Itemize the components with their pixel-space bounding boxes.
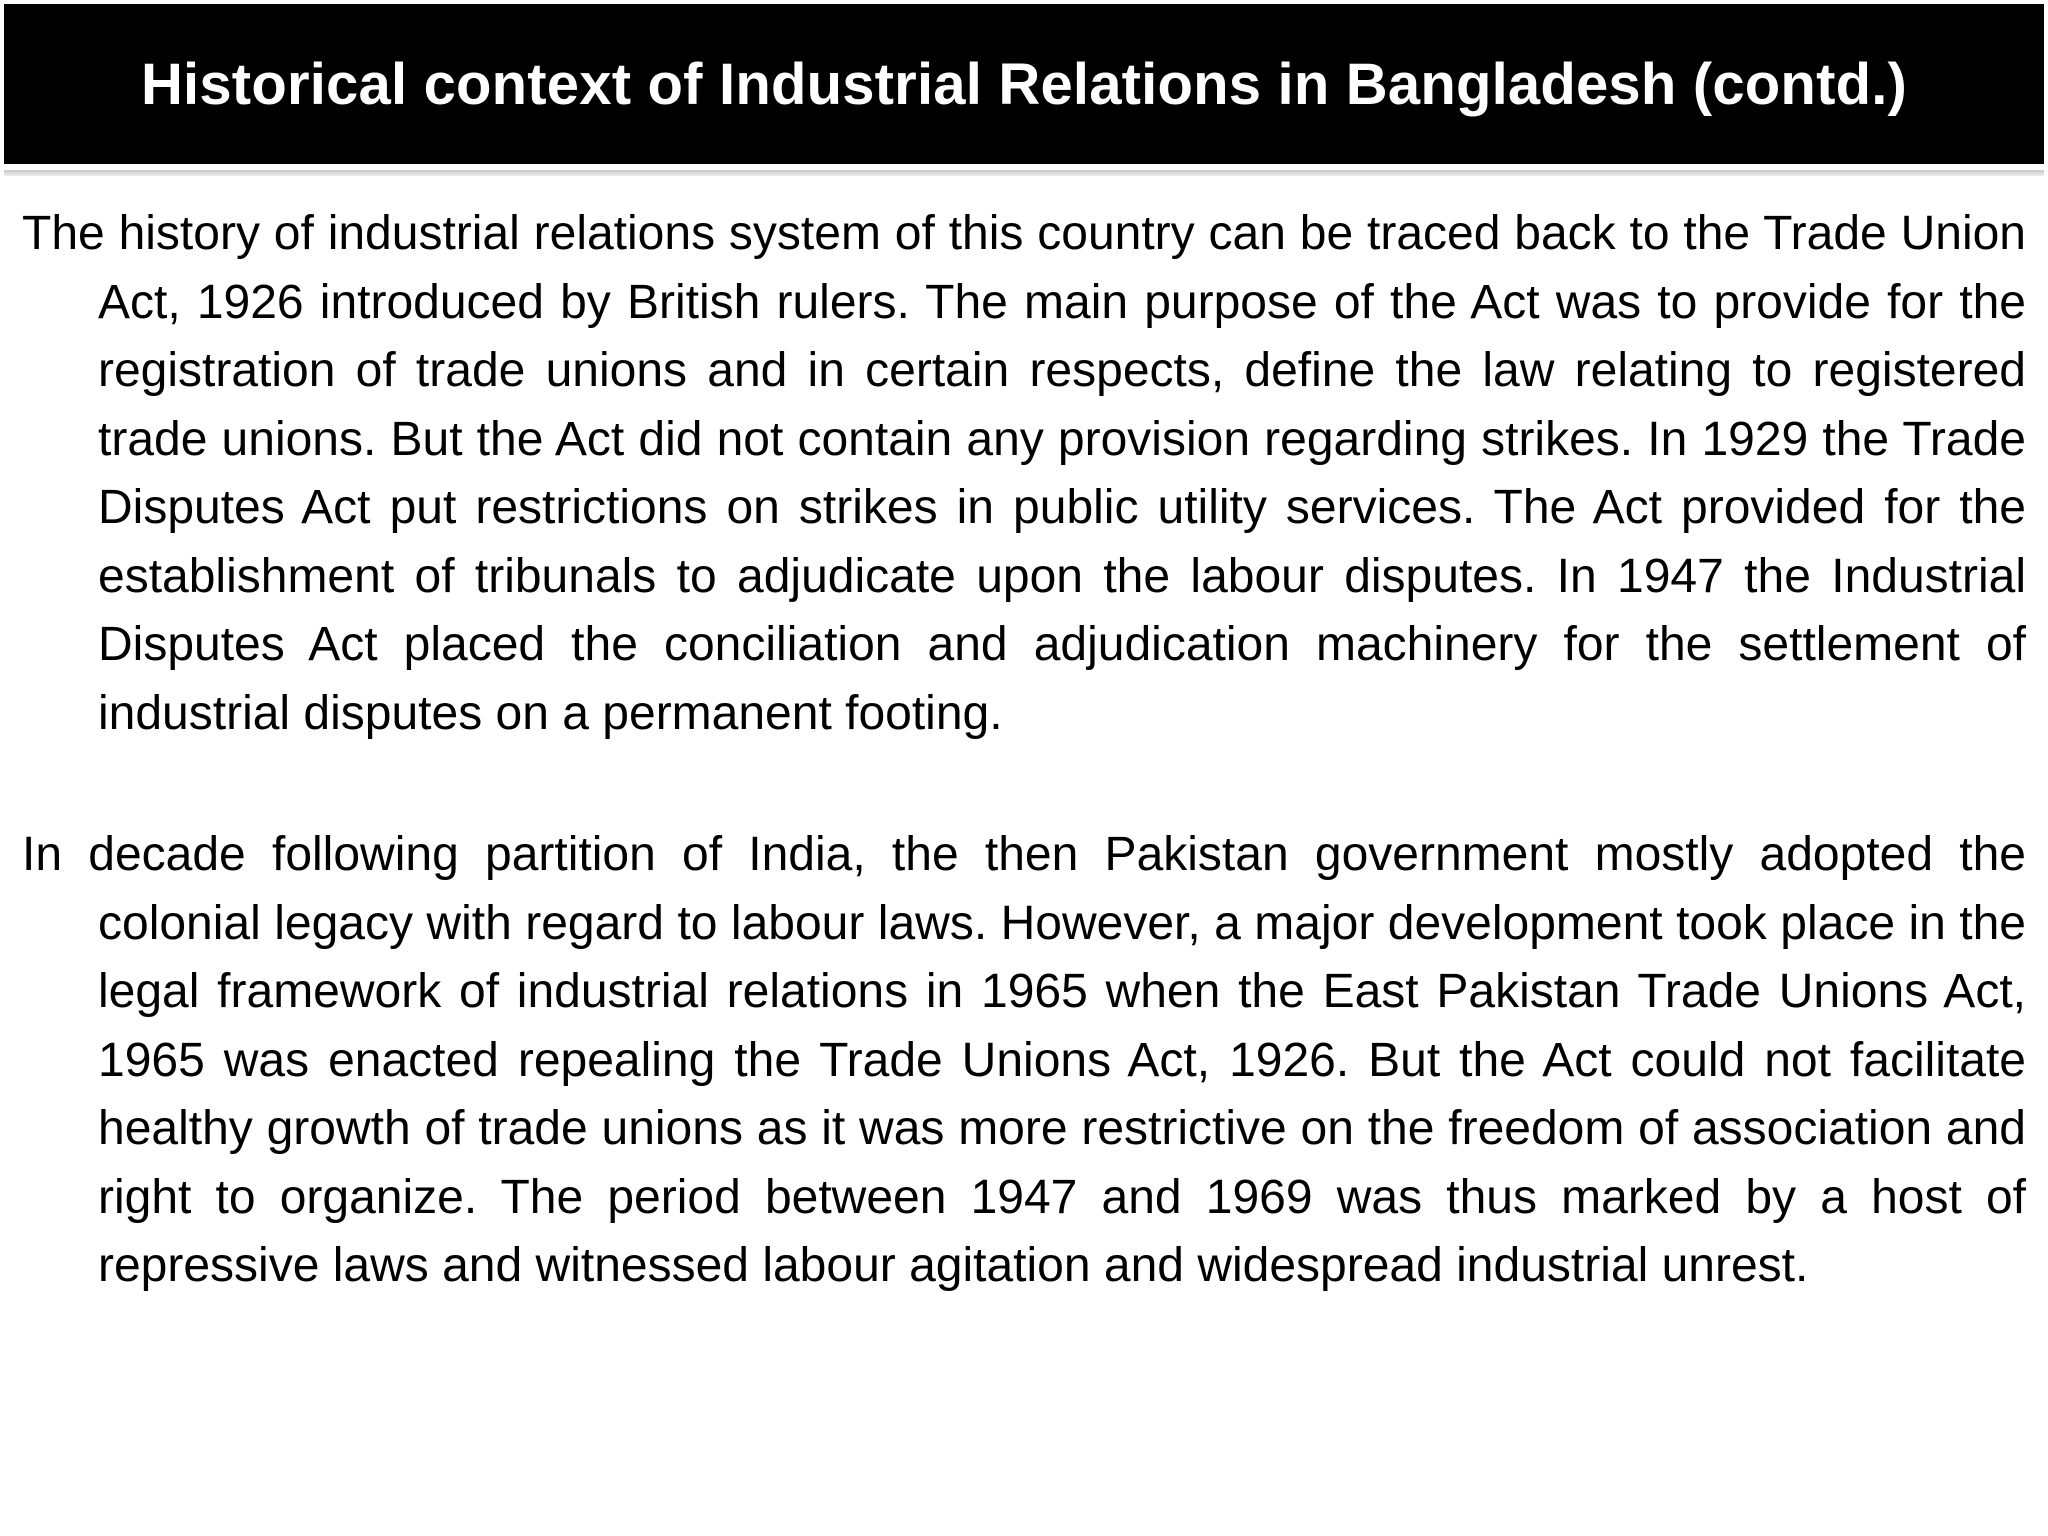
slide-body bbox=[22, 200, 2026, 1301]
paragraph-colonial-history: The history of industrial relations system of this country can be traced back to the Trade Union Act, 1926 introduced by British rulers. The main purpose of the Act was to provide for the registration of trade unions and in certain respects, define the law relating to registered trade unions. But the Act did not contain any provision regarding strikes. In 1929 the Trade Disputes Act put restrictions on strikes in public utility services. The Act provided for the establishment of tribunals to adjudicate upon the labour disputes. In 1947 the Industrial Disputes Act placed the conciliation and adjudication machinery for the settlement of industrial disputes on a permanent footing. bbox=[22, 207, 2026, 740]
title-divider bbox=[4, 170, 2044, 176]
slide-title-bar bbox=[4, 4, 2044, 164]
paragraph-pakistan-period: In decade following partition of India, the then Pakistan government mostly adopted the colonial legacy with regard to labour laws. However, a major development took place in the legal framework of industrial relations in 1965 when the East Pakistan Trade Unions Act, 1965 was enacted repealing the Trade Unions Act, 1926. But the Act could not facilitate healthy growth of trade unions as it was more restrictive on the freedom of association and right to organize. The period between 1947 and 1969 was thus marked by a host of repressive laws and witnessed labour agitation and widespread industrial unrest. bbox=[22, 828, 2026, 1292]
slide-title: Historical context of Industrial Relations in Bangladesh (contd.) bbox=[140, 51, 1908, 117]
